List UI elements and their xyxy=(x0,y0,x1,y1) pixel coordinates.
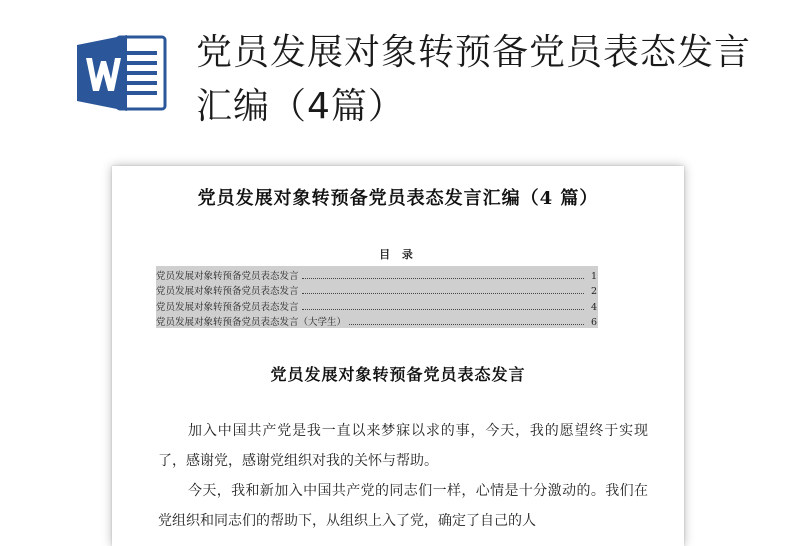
table-of-contents xyxy=(156,266,598,328)
preview-title: 党员发展对象转预备党员表态发言汇编（4篇） xyxy=(196,32,752,127)
paragraph: 今天，我和新加入中国共产党的同志们一样，心情是十分激动的。我们在党组织和同志们的帮助下，从组织上入了党，确定了自己的人 xyxy=(158,483,648,529)
toc-item-label: 党员发展对象转预备党员表态发言 xyxy=(156,301,299,313)
toc-item[interactable] xyxy=(156,297,598,313)
document-page xyxy=(112,166,684,546)
toc-leader-dots xyxy=(349,324,584,325)
document-title: 党员发展对象转预备党员表态发言汇编（4 篇） xyxy=(197,188,599,209)
word-document-icon xyxy=(77,33,169,113)
toc-item[interactable] xyxy=(156,266,598,282)
toc-item-label: 党员发展对象转预备党员表态发言（大学生） xyxy=(156,317,347,328)
toc-item[interactable] xyxy=(156,282,598,298)
toc-heading: 目 录 xyxy=(379,248,417,261)
toc-leader-dots xyxy=(302,309,584,310)
preview-header xyxy=(0,0,800,150)
toc-item-label: 党员发展对象转预备党员表态发言 xyxy=(156,270,299,282)
section-heading: 党员发展对象转预备党员表态发言 xyxy=(270,365,526,384)
body-text xyxy=(158,416,648,536)
toc-item[interactable] xyxy=(156,313,598,329)
toc-item-page: 1 xyxy=(590,270,597,282)
toc-item-label: 党员发展对象转预备党员表态发言 xyxy=(156,286,299,297)
toc-leader-dots xyxy=(302,278,584,279)
toc-item-page: 2 xyxy=(590,286,597,297)
toc-leader-dots xyxy=(302,293,584,294)
toc-item-page: 4 xyxy=(590,301,597,313)
toc-item-page: 6 xyxy=(590,317,597,328)
paragraph: 加入中国共产党是我一直以来梦寐以求的事，今天，我的愿望终于实现了，感谢党，感谢党组织对我的关怀与帮助。 xyxy=(158,423,648,469)
